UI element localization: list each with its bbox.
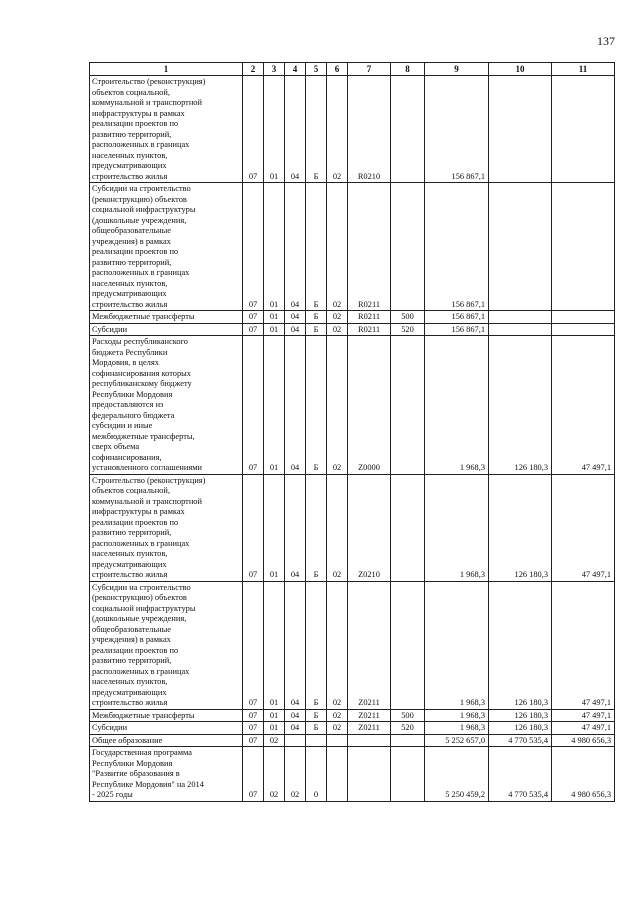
cell-col-6: 02 xyxy=(327,183,348,311)
cell-col-6: 02 xyxy=(327,76,348,183)
cell-col-8: 500 xyxy=(391,311,425,324)
cell-col-11: 47 497,1 xyxy=(552,474,615,581)
cell-col-6 xyxy=(327,747,348,802)
cell-col-10 xyxy=(489,76,552,183)
column-header: 6 xyxy=(327,63,348,76)
cell-col-6: 02 xyxy=(327,581,348,709)
cell-col-3: 01 xyxy=(264,76,285,183)
cell-col-11 xyxy=(552,311,615,324)
cell-col-8: 520 xyxy=(391,323,425,336)
cell-col-11 xyxy=(552,76,615,183)
table-row xyxy=(90,76,615,183)
column-header: 7 xyxy=(348,63,391,76)
cell-col-5: Б xyxy=(306,709,327,722)
table-row xyxy=(90,323,615,336)
cell-col-7: R0211 xyxy=(348,183,391,311)
budget-table xyxy=(89,62,615,802)
cell-col-6: 02 xyxy=(327,722,348,735)
cell-col-5: Б xyxy=(306,581,327,709)
table-row xyxy=(90,734,615,747)
cell-col-8 xyxy=(391,183,425,311)
cell-col-8: 500 xyxy=(391,709,425,722)
cell-col-4: 04 xyxy=(285,76,306,183)
cell-col-4: 04 xyxy=(285,311,306,324)
row-description: Субсидии xyxy=(90,323,243,336)
cell-col-4: 04 xyxy=(285,323,306,336)
cell-col-6: 02 xyxy=(327,709,348,722)
table-row xyxy=(90,709,615,722)
row-description: Субсидии на строительство (реконструкцию) объектов социальной инфраструктуры (дошкольные учреждения, общеобразовательные учреждения) в рамках реализации проектов по развитию территорий, расположенных в границах населенных пунктов, предусматривающих строительство жилья xyxy=(90,183,243,311)
cell-col-5: Б xyxy=(306,722,327,735)
cell-col-11 xyxy=(552,183,615,311)
column-header: 1 xyxy=(90,63,243,76)
cell-col-4: 04 xyxy=(285,474,306,581)
cell-col-3: 01 xyxy=(264,474,285,581)
page-number: 137 xyxy=(597,34,615,48)
table-row xyxy=(90,183,615,311)
cell-col-4 xyxy=(285,734,306,747)
cell-col-11: 47 497,1 xyxy=(552,709,615,722)
cell-col-11: 47 497,1 xyxy=(552,336,615,475)
cell-col-7: R0210 xyxy=(348,76,391,183)
cell-col-6: 02 xyxy=(327,336,348,475)
cell-col-10 xyxy=(489,183,552,311)
cell-col-9: 5 252 657,0 xyxy=(425,734,489,747)
row-description: Государственная программа Республики Мордовия "Развитие образования в Республике Мордовия" на 2014 - 2025 годы xyxy=(90,747,243,802)
column-header: 10 xyxy=(489,63,552,76)
cell-col-7: R0211 xyxy=(348,311,391,324)
cell-col-7: Z0211 xyxy=(348,581,391,709)
cell-col-7: R0211 xyxy=(348,323,391,336)
cell-col-6: 02 xyxy=(327,323,348,336)
cell-col-10: 126 180,3 xyxy=(489,709,552,722)
cell-col-9: 156 867,1 xyxy=(425,311,489,324)
cell-col-11: 4 980 656,3 xyxy=(552,747,615,802)
header-row xyxy=(90,63,615,76)
cell-col-6: 02 xyxy=(327,474,348,581)
row-description: Расходы республиканского бюджета Республики Мордовия, в целях софинансирования которых республиканскому бюджету Республики Мордовия предоставляются из федерального бюджета субсидии и иные межбюджетные трансферты, сверх объема софинансирования, установленного соглашениями xyxy=(90,336,243,475)
cell-col-10: 4 770 535,4 xyxy=(489,747,552,802)
cell-col-10: 126 180,3 xyxy=(489,722,552,735)
cell-col-8 xyxy=(391,747,425,802)
cell-col-2: 07 xyxy=(243,323,264,336)
cell-col-4: 04 xyxy=(285,183,306,311)
cell-col-2: 07 xyxy=(243,581,264,709)
cell-col-9: 1 968,3 xyxy=(425,581,489,709)
cell-col-9: 1 968,3 xyxy=(425,474,489,581)
cell-col-5: Б xyxy=(306,474,327,581)
row-description: Субсидии на строительство (реконструкцию) объектов социальной инфраструктуры (дошкольные учреждения, общеобразовательные учреждения) в рамках реализации проектов по развитию территорий, расположенных в границах населенных пунктов, предусматривающих строительство жилья xyxy=(90,581,243,709)
cell-col-3: 01 xyxy=(264,722,285,735)
column-header: 3 xyxy=(264,63,285,76)
cell-col-7 xyxy=(348,734,391,747)
cell-col-5: Б xyxy=(306,183,327,311)
cell-col-6: 02 xyxy=(327,311,348,324)
cell-col-10: 126 180,3 xyxy=(489,336,552,475)
column-header: 2 xyxy=(243,63,264,76)
cell-col-2: 07 xyxy=(243,709,264,722)
cell-col-2: 07 xyxy=(243,734,264,747)
cell-col-2: 07 xyxy=(243,474,264,581)
table-row xyxy=(90,311,615,324)
cell-col-3: 02 xyxy=(264,734,285,747)
cell-col-11: 4 980 656,3 xyxy=(552,734,615,747)
cell-col-3: 01 xyxy=(264,183,285,311)
cell-col-9: 156 867,1 xyxy=(425,76,489,183)
cell-col-4: 04 xyxy=(285,336,306,475)
cell-col-8 xyxy=(391,474,425,581)
cell-col-10: 4 770 535,4 xyxy=(489,734,552,747)
cell-col-8: 520 xyxy=(391,722,425,735)
cell-col-2: 07 xyxy=(243,76,264,183)
column-header: 11 xyxy=(552,63,615,76)
cell-col-9: 1 968,3 xyxy=(425,709,489,722)
table-row xyxy=(90,747,615,802)
cell-col-2: 07 xyxy=(243,183,264,311)
cell-col-7: Z0211 xyxy=(348,722,391,735)
table-row xyxy=(90,581,615,709)
column-header: 9 xyxy=(425,63,489,76)
column-header: 4 xyxy=(285,63,306,76)
cell-col-2: 07 xyxy=(243,722,264,735)
row-description: Межбюджетные трансферты xyxy=(90,311,243,324)
cell-col-3: 01 xyxy=(264,323,285,336)
cell-col-7: Z0210 xyxy=(348,474,391,581)
cell-col-10: 126 180,3 xyxy=(489,474,552,581)
cell-col-3: 01 xyxy=(264,336,285,475)
cell-col-7: Z0211 xyxy=(348,709,391,722)
cell-col-5: 0 xyxy=(306,747,327,802)
cell-col-3: 01 xyxy=(264,709,285,722)
cell-col-10 xyxy=(489,323,552,336)
column-header: 8 xyxy=(391,63,425,76)
table-row xyxy=(90,336,615,475)
cell-col-11: 47 497,1 xyxy=(552,722,615,735)
cell-col-3: 02 xyxy=(264,747,285,802)
row-description: Субсидии xyxy=(90,722,243,735)
column-header: 5 xyxy=(306,63,327,76)
cell-col-2: 07 xyxy=(243,747,264,802)
cell-col-5: Б xyxy=(306,336,327,475)
row-description: Строительство (реконструкция) объектов социальной, коммунальной и транспортной инфраструктуры в рамках реализации проектов по развитию территорий, расположенных в границах населенных пунктов, предусматривающих строительство жилья xyxy=(90,474,243,581)
cell-col-4: 04 xyxy=(285,581,306,709)
table-row xyxy=(90,722,615,735)
cell-col-10 xyxy=(489,311,552,324)
cell-col-9: 156 867,1 xyxy=(425,323,489,336)
cell-col-5: Б xyxy=(306,311,327,324)
row-description: Межбюджетные трансферты xyxy=(90,709,243,722)
cell-col-5 xyxy=(306,734,327,747)
cell-col-8 xyxy=(391,76,425,183)
cell-col-10: 126 180,3 xyxy=(489,581,552,709)
cell-col-9: 5 250 459,2 xyxy=(425,747,489,802)
cell-col-3: 01 xyxy=(264,311,285,324)
cell-col-2: 07 xyxy=(243,311,264,324)
cell-col-11: 47 497,1 xyxy=(552,581,615,709)
cell-col-8 xyxy=(391,581,425,709)
cell-col-4: 04 xyxy=(285,722,306,735)
cell-col-8 xyxy=(391,336,425,475)
cell-col-9: 1 968,3 xyxy=(425,722,489,735)
cell-col-2: 07 xyxy=(243,336,264,475)
cell-col-7 xyxy=(348,747,391,802)
cell-col-7: Z0000 xyxy=(348,336,391,475)
cell-col-5: Б xyxy=(306,323,327,336)
cell-col-5: Б xyxy=(306,76,327,183)
cell-col-9: 1 968,3 xyxy=(425,336,489,475)
cell-col-6 xyxy=(327,734,348,747)
cell-col-8 xyxy=(391,734,425,747)
row-description: Общее образование xyxy=(90,734,243,747)
row-description: Строительство (реконструкция) объектов социальной, коммунальной и транспортной инфраструктуры в рамках реализации проектов по развитию территорий, расположенных в границах населенных пунктов, предусматривающих строительство жилья xyxy=(90,76,243,183)
cell-col-11 xyxy=(552,323,615,336)
cell-col-9: 156 867,1 xyxy=(425,183,489,311)
cell-col-4: 02 xyxy=(285,747,306,802)
table-row xyxy=(90,474,615,581)
cell-col-4: 04 xyxy=(285,709,306,722)
cell-col-3: 01 xyxy=(264,581,285,709)
